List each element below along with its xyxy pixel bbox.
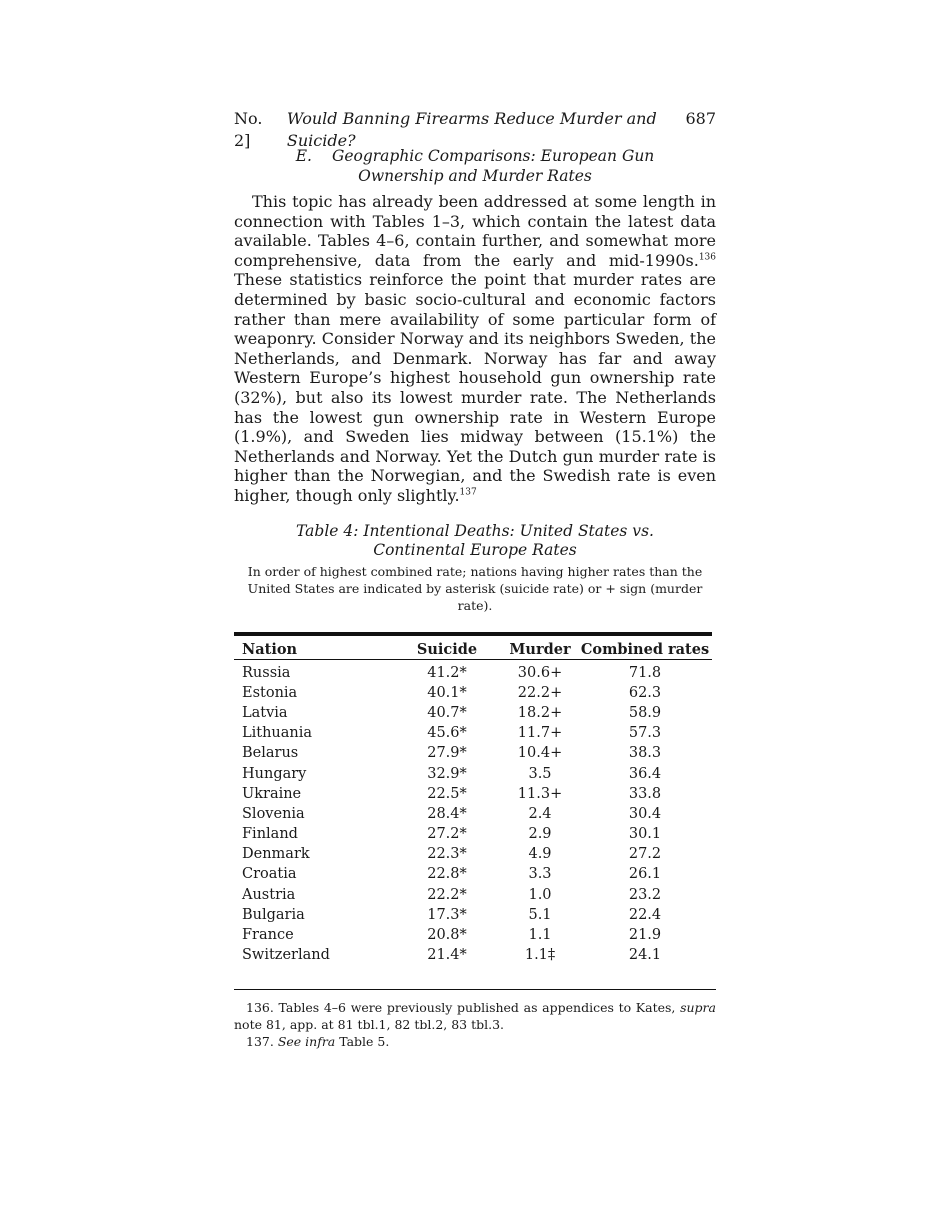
cell-suicide: 21.4* bbox=[427, 947, 467, 964]
cell-murder: 1.0 bbox=[528, 886, 552, 903]
header-suicide: Suicide bbox=[392, 634, 502, 660]
table-header-row bbox=[234, 634, 712, 660]
table-row bbox=[234, 925, 712, 945]
table-row bbox=[234, 703, 712, 723]
table-row bbox=[234, 945, 712, 965]
cell-nation: France bbox=[242, 927, 294, 944]
header-combined-rates: Combined rates bbox=[578, 634, 712, 660]
cell-suicide: 40.7* bbox=[427, 704, 467, 721]
cell-murder: 3.5 bbox=[528, 765, 552, 782]
footnote-136-supra: supra bbox=[680, 1000, 716, 1016]
cell-murder: 2.9 bbox=[528, 826, 552, 843]
cell-suicide: 22.8* bbox=[427, 866, 467, 883]
table-body bbox=[234, 659, 712, 965]
cell-nation: Bulgaria bbox=[242, 906, 305, 923]
cell-combined-rate: 27.2 bbox=[628, 846, 662, 863]
cell-suicide: 45.6* bbox=[427, 725, 467, 742]
cell-murder: 18.2+ bbox=[517, 704, 563, 721]
cell-murder: 1.1‡ bbox=[524, 947, 556, 964]
table-row bbox=[234, 683, 712, 703]
table-note-line1: In order of highest combined rate; nations having higher rates than the bbox=[247, 563, 703, 579]
cell-nation: Croatia bbox=[242, 866, 297, 883]
cell-suicide: 28.4* bbox=[427, 805, 467, 822]
footnote-divider bbox=[234, 989, 716, 990]
running-title: Would Banning Firearms Reduce Murder and Suicide? bbox=[286, 109, 657, 150]
footnote-137-text: Table 5. bbox=[335, 1034, 390, 1050]
cell-suicide: 17.3* bbox=[427, 906, 467, 923]
intentional-deaths-table bbox=[234, 632, 712, 966]
cell-nation: Finland bbox=[242, 826, 298, 843]
issue-number: No. 2] bbox=[234, 109, 263, 150]
cell-nation: Ukraine bbox=[242, 785, 302, 802]
footnote-136-number: 136. bbox=[246, 1000, 274, 1016]
cell-nation: Switzerland bbox=[242, 947, 330, 964]
cell-combined-rate: 30.4 bbox=[628, 805, 662, 822]
cell-combined-rate: 23.2 bbox=[628, 886, 662, 903]
table-caption-line1: Table 4: Intentional Deaths: United States vs. bbox=[296, 521, 654, 540]
cell-nation: Russia bbox=[242, 664, 291, 681]
table-row bbox=[234, 804, 712, 824]
footnote-137-see-infra: See infra bbox=[277, 1034, 336, 1050]
cell-nation: Lithuania bbox=[242, 725, 313, 742]
footnote-136 bbox=[234, 999, 716, 1033]
section-heading-line1 bbox=[234, 146, 716, 166]
cell-murder: 2.4 bbox=[528, 805, 552, 822]
cell-nation: Denmark bbox=[242, 846, 310, 863]
cell-suicide: 22.5* bbox=[427, 785, 467, 802]
cell-combined-rate: 57.3 bbox=[628, 725, 662, 742]
cell-combined-rate: 30.1 bbox=[628, 826, 662, 843]
running-head-left bbox=[234, 108, 685, 150]
cell-combined-rate: 22.4 bbox=[628, 906, 662, 923]
cell-suicide: 27.2* bbox=[427, 826, 467, 843]
section-number: E. bbox=[295, 147, 312, 165]
table-row bbox=[234, 824, 712, 844]
header-nation: Nation bbox=[234, 634, 392, 660]
table-row bbox=[234, 905, 712, 925]
paragraph-text-a: This topic has already been addressed at some length in connection with Tables 1–3, which contain the latest data available. Tables 4–6, contain further, and somewhat more comprehensive, data from the early and mid-1990s. bbox=[234, 192, 716, 270]
table-note-line2: United States are indicated by asterisk (suicide rate) or + sign (murder rate). bbox=[247, 580, 703, 613]
table-row bbox=[234, 723, 712, 743]
cell-suicide: 22.3* bbox=[427, 846, 467, 863]
cell-combined-rate: 71.8 bbox=[628, 664, 662, 681]
cell-nation: Estonia bbox=[242, 684, 298, 701]
table-note bbox=[234, 563, 716, 614]
cell-suicide: 27.9* bbox=[427, 745, 467, 762]
cell-combined-rate: 38.3 bbox=[628, 745, 662, 762]
footnote-ref-136[interactable]: 136 bbox=[698, 252, 716, 263]
running-head bbox=[234, 108, 716, 150]
cell-combined-rate: 36.4 bbox=[628, 765, 662, 782]
cell-murder: 11.7+ bbox=[517, 725, 563, 742]
table-caption bbox=[234, 522, 716, 560]
cell-combined-rate: 21.9 bbox=[628, 927, 662, 944]
document-page bbox=[234, 108, 716, 1050]
table-row bbox=[234, 663, 712, 683]
cell-combined-rate: 24.1 bbox=[628, 947, 662, 964]
cell-murder: 1.1 bbox=[528, 927, 552, 944]
footnote-137-number: 137. bbox=[246, 1034, 274, 1050]
table-caption-line2: Continental Europe Rates bbox=[373, 540, 577, 559]
cell-combined-rate: 58.9 bbox=[628, 704, 662, 721]
cell-murder: 10.4+ bbox=[517, 745, 563, 762]
cell-suicide: 20.8* bbox=[427, 927, 467, 944]
section-heading bbox=[234, 146, 716, 186]
cell-murder: 5.1 bbox=[528, 906, 552, 923]
paragraph-text-b: These statistics reinforce the point that murder rates are determined by basic socio-cultural and economic factors rather than mere availability of some particular form of weaponry. Consider Norway and its neighbors Sweden, the Netherlands, and Denmark. Norway has far and away Western Europe’s highest household gun ownership rate (32%), but also its lowest murder rate. The Netherlands has the lowest gun ownership rate in Western Europe (1.9%), and Sweden lies midway between (15.1%) the Netherlands and Norway. Yet the Dutch gun murder rate is higher than the Norwegian, and the Swedish rate is even higher, though only slightly. bbox=[234, 270, 716, 505]
cell-suicide: 40.1* bbox=[427, 684, 467, 701]
cell-nation: Latvia bbox=[242, 704, 288, 721]
table-row bbox=[234, 844, 712, 864]
cell-suicide: 41.2* bbox=[427, 664, 467, 681]
cell-combined-rate: 26.1 bbox=[628, 866, 662, 883]
footnote-136-text-a: Tables 4–6 were previously published as appendices to Kates, bbox=[273, 1000, 681, 1016]
table-row bbox=[234, 885, 712, 905]
cell-murder: 30.6+ bbox=[517, 664, 563, 681]
cell-murder: 4.9 bbox=[528, 846, 552, 863]
table-row bbox=[234, 864, 712, 884]
cell-combined-rate: 62.3 bbox=[628, 684, 662, 701]
section-title-line2: Ownership and Murder Rates bbox=[358, 167, 592, 185]
cell-murder: 3.3 bbox=[528, 866, 552, 883]
section-title-line1: Geographic Comparisons: European Gun bbox=[331, 147, 655, 165]
footnote-136-text-b: note 81, app. at 81 tbl.1, 82 tbl.2, 83 tbl.3. bbox=[234, 1017, 505, 1033]
cell-murder: 22.2+ bbox=[517, 684, 563, 701]
body-paragraph bbox=[234, 192, 716, 506]
cell-nation: Slovenia bbox=[242, 805, 305, 822]
cell-murder: 11.3+ bbox=[517, 785, 563, 802]
header-murder: Murder bbox=[502, 634, 578, 660]
table-row bbox=[234, 784, 712, 804]
footnotes bbox=[234, 999, 716, 1050]
page-number: 687 bbox=[685, 109, 716, 128]
footnote-ref-137[interactable]: 137 bbox=[459, 487, 477, 498]
cell-nation: Belarus bbox=[242, 745, 299, 762]
footnote-137 bbox=[234, 1033, 716, 1050]
cell-suicide: 22.2* bbox=[427, 886, 467, 903]
cell-combined-rate: 33.8 bbox=[628, 785, 662, 802]
table-row bbox=[234, 743, 712, 763]
cell-nation: Hungary bbox=[242, 765, 307, 782]
cell-suicide: 32.9* bbox=[427, 765, 467, 782]
table-row bbox=[234, 763, 712, 783]
cell-nation: Austria bbox=[242, 886, 296, 903]
